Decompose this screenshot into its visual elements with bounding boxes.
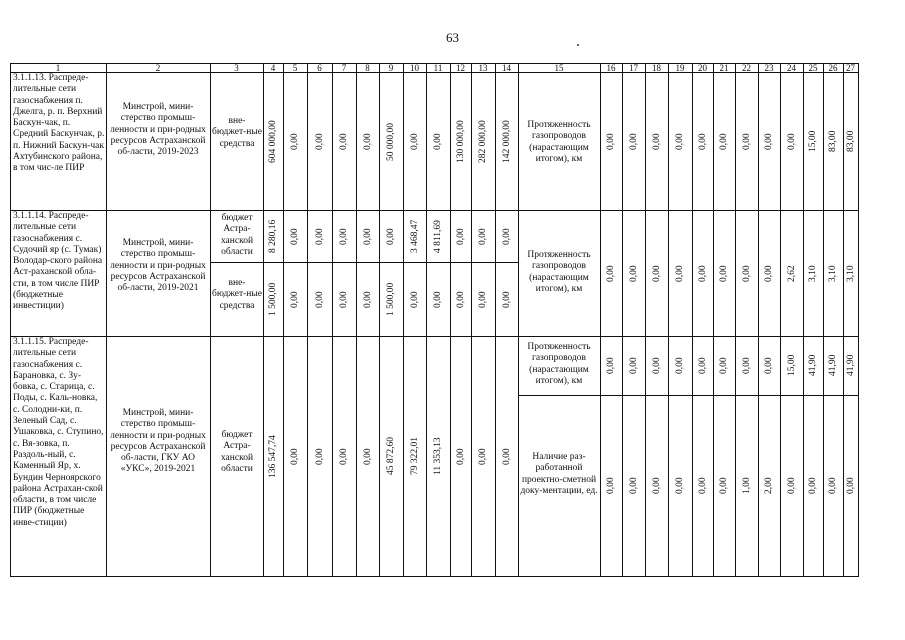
target-value: 0,00 xyxy=(675,477,685,494)
funding-value: 11 353,13 xyxy=(433,437,443,475)
measure-name: 3.1.1.14. Распреде-лительные сети газоснабжения с. Судочий яр (с. Тумак) Володар-ского района Аст-раханской обла-сти, в том числе ПИР (бюджетные инвестиции) xyxy=(13,211,103,312)
target-value: 1,00 xyxy=(741,477,752,494)
row-divider xyxy=(10,210,858,211)
target-value: 15,00 xyxy=(786,354,797,376)
column-number: 26 xyxy=(828,63,838,73)
funding-value: 45 872,60 xyxy=(386,437,396,475)
target-value: 0,00 xyxy=(786,477,797,494)
page-number: 63 xyxy=(446,30,459,45)
funding-value: 0,00 xyxy=(386,227,396,245)
column-number: 12 xyxy=(456,63,465,73)
target-value: 0,00 xyxy=(786,133,797,150)
target-value: 0,00 xyxy=(741,264,752,282)
funding-value: 8 280,16 xyxy=(268,219,278,253)
column-line xyxy=(735,63,736,577)
column-number: 18 xyxy=(652,63,661,73)
column-number: 4 xyxy=(270,63,276,73)
funding-value: 0,00 xyxy=(478,227,488,245)
column-number: 11 xyxy=(433,63,443,73)
target-value: 0,00 xyxy=(719,477,729,494)
target-value: 0,00 xyxy=(675,264,685,282)
target-value: 0,00 xyxy=(741,133,752,150)
column-number: 7 xyxy=(341,63,347,73)
indicator: Протяженность газопроводов (нарастающим итогом), км xyxy=(527,250,591,294)
funding-value: 0,00 xyxy=(455,290,466,308)
target-value: 0,00 xyxy=(719,264,729,282)
target-value: 0,00 xyxy=(628,264,639,282)
target-value: 0,00 xyxy=(675,357,685,374)
column-line xyxy=(645,63,646,577)
target-value: 3,10 xyxy=(845,264,856,282)
funding-value: 0,00 xyxy=(455,227,466,245)
target-value: 0,00 xyxy=(675,133,685,150)
target-value: 83,00 xyxy=(828,130,838,152)
target-value: 0,00 xyxy=(808,477,818,494)
target-value: 0,00 xyxy=(741,357,752,374)
funding-value: 3 468,47 xyxy=(409,219,420,253)
column-number: 23 xyxy=(764,63,774,73)
funding-source: бюджет Астра-ханской области xyxy=(220,430,254,474)
indicator: Наличие раз-работанной проектно-сметной доку-ментации, ед. xyxy=(520,452,598,496)
column-line xyxy=(210,63,211,577)
funding-value: 0,00 xyxy=(314,133,325,150)
funding-value: 0,00 xyxy=(362,227,373,245)
column-line xyxy=(356,63,357,577)
funding-value: 0,00 xyxy=(409,133,420,150)
target-value: 83,00 xyxy=(845,130,856,152)
column-line xyxy=(403,63,404,577)
row-divider xyxy=(10,336,858,337)
executor: Минстрой, мини-стерство промыш-ленности и при-родных ресурсов Астраханской об-ласти, ГКУ АО «УКС», 2019-2021 xyxy=(110,408,206,475)
funding-value: 0,00 xyxy=(501,290,512,308)
target-value: 0,00 xyxy=(764,133,774,150)
target-value: 0,00 xyxy=(628,133,639,150)
column-number: 13 xyxy=(478,63,488,73)
measure-name: 3.1.1.15. Распреде-лительные сети газоснабжения с. Барановка, с. Зу-бовка, с. Старица, с. Поды, с. Каль-новка, с. Солодни-ки, п. Зеленый Сад, с. Ушаковка, с. Ступино, с. Вя-зовка, п. Раздоль-ный, с. Каменный Яр, х. Бундин Черноярского района Астрахан-ской области, в том числе ПИР (бюджетные инве-стиции) xyxy=(13,337,104,528)
column-line xyxy=(692,63,693,577)
funding-value: 0,00 xyxy=(501,447,512,465)
column-line xyxy=(263,63,264,577)
column-line xyxy=(713,63,714,577)
column-line xyxy=(668,63,669,577)
column-line xyxy=(758,63,759,577)
indicator: Протяженность газопроводов (нарастающим итогом), км xyxy=(527,120,591,164)
funding-value: 0,00 xyxy=(290,227,300,245)
target-value: 0,00 xyxy=(697,264,708,282)
target-value: 0,00 xyxy=(651,264,662,282)
target-value: 0,00 xyxy=(606,357,616,374)
target-value: 0,00 xyxy=(828,477,838,494)
funding-value: 0,00 xyxy=(409,290,420,308)
funding-value: 0,00 xyxy=(339,447,349,465)
column-line xyxy=(823,63,824,577)
target-value: 41,90 xyxy=(808,354,818,376)
executor: Минстрой, мини-стерство промыш-ленности и при-родных ресурсов Астраханской об-ласти, 2019-2021 xyxy=(110,238,206,294)
column-number: 21 xyxy=(719,63,729,73)
target-value: 3,10 xyxy=(808,264,818,282)
target-value: 41,90 xyxy=(828,354,838,376)
column-line xyxy=(803,63,804,577)
column-line xyxy=(10,63,11,577)
funding-value: 79 322,01 xyxy=(409,437,420,475)
target-value: 0,00 xyxy=(651,357,662,374)
column-line xyxy=(106,63,107,577)
column-line xyxy=(600,63,601,577)
target-value: 41,90 xyxy=(845,354,856,376)
funding-value: 0,00 xyxy=(362,133,373,150)
funding-value: 4 811,69 xyxy=(433,219,443,253)
target-value: 0,00 xyxy=(628,477,639,494)
target-value: 0,00 xyxy=(606,264,616,282)
table-border-bottom xyxy=(10,576,858,577)
funding-value: 0,00 xyxy=(478,290,488,308)
column-line xyxy=(426,63,427,577)
indicator: Протяженность газопроводов (нарастающим итогом), км xyxy=(527,342,591,386)
target-value: 0,00 xyxy=(719,357,729,374)
column-number: 10 xyxy=(410,63,419,73)
target-value: 0,00 xyxy=(606,477,616,494)
column-line xyxy=(622,63,623,577)
funding-value: 0,00 xyxy=(314,290,325,308)
column-number: 15 xyxy=(554,63,564,73)
column-line xyxy=(495,63,496,577)
target-value: 2,62 xyxy=(786,264,797,282)
target-value: 3,10 xyxy=(828,264,838,282)
column-line xyxy=(379,63,380,577)
column-line xyxy=(283,63,284,577)
column-line xyxy=(471,63,472,577)
funding-value: 0,00 xyxy=(339,290,349,308)
column-line xyxy=(332,63,333,577)
column-line xyxy=(780,63,781,577)
column-number: 1 xyxy=(55,63,61,73)
funding-value: 1 500,00 xyxy=(268,282,278,316)
column-line xyxy=(307,63,308,577)
funding-value: 0,00 xyxy=(362,290,373,308)
column-line xyxy=(450,63,451,577)
target-value: 0,00 xyxy=(697,133,708,150)
speck xyxy=(577,44,579,46)
column-number: 6 xyxy=(317,63,322,73)
column-line xyxy=(858,63,859,577)
target-value: 2,00 xyxy=(764,477,774,494)
funding-value: 136 547,74 xyxy=(268,434,278,478)
funding-value: 604 000,00 xyxy=(268,120,278,163)
indicator-divider xyxy=(518,395,858,396)
funding-value: 1 500,00 xyxy=(386,282,396,316)
target-value: 0,00 xyxy=(845,477,856,494)
funding-value: 0,00 xyxy=(362,447,373,465)
column-number: 3 xyxy=(234,63,239,73)
target-value: 0,00 xyxy=(697,477,708,494)
funding-value: 0,00 xyxy=(501,227,512,245)
target-value: 0,00 xyxy=(628,357,639,374)
funding-value: 50 000,00 xyxy=(386,122,396,161)
column-number: 8 xyxy=(365,63,370,73)
funding-value: 0,00 xyxy=(478,447,488,465)
column-number: 20 xyxy=(698,63,707,73)
executor: Минстрой, мини-стерство промыш-ленности и при-родных ресурсов Астраханской об-ласти, 2019-2023 xyxy=(110,102,206,158)
funding-value: 0,00 xyxy=(314,447,325,465)
funding-value: 130 000,00 xyxy=(455,120,466,163)
funding-value: 282 000,00 xyxy=(478,120,488,163)
measure-name: 3.1.1.13. Распреде-лительные сети газоснабжения п. Джелга, р. п. Верхний Баскун-чак, п. Средний Баскунчак, р. п. Нижний Баскун-чак Ахтубинского района, в том чис-ле ПИР xyxy=(13,73,105,174)
target-value: 15,00 xyxy=(808,130,818,152)
funding-source: бюджет Астра-ханской области xyxy=(220,213,254,257)
funding-value: 0,00 xyxy=(433,290,443,308)
target-value: 0,00 xyxy=(606,133,616,150)
funding-source: вне-бюджет-ные средства xyxy=(212,116,262,149)
column-line xyxy=(843,63,844,577)
funding-value: 0,00 xyxy=(433,133,443,150)
column-number: 24 xyxy=(787,63,796,73)
funding-value: 0,00 xyxy=(290,133,300,150)
column-number: 27 xyxy=(846,63,855,73)
target-value: 0,00 xyxy=(651,133,662,150)
funding-value: 0,00 xyxy=(314,227,325,245)
column-number: 14 xyxy=(502,63,511,73)
column-number: 5 xyxy=(292,63,298,73)
funding-value: 142 000,00 xyxy=(501,120,512,163)
funding-value: 0,00 xyxy=(339,227,349,245)
funding-source: вне-бюджет-ные средства xyxy=(212,278,262,311)
funding-value: 0,00 xyxy=(455,447,466,465)
column-number: 16 xyxy=(606,63,616,73)
column-number: 25 xyxy=(808,63,818,73)
column-number: 9 xyxy=(388,63,394,73)
target-value: 0,00 xyxy=(719,133,729,150)
column-number: 2 xyxy=(155,63,161,73)
funding-value: 0,00 xyxy=(339,133,349,150)
column-number: 22 xyxy=(742,63,751,73)
target-value: 0,00 xyxy=(697,357,708,374)
target-value: 0,00 xyxy=(764,357,774,374)
target-value: 0,00 xyxy=(651,477,662,494)
funding-value: 0,00 xyxy=(290,290,300,308)
target-value: 0,00 xyxy=(764,264,774,282)
column-number: 19 xyxy=(675,63,685,73)
funding-value: 0,00 xyxy=(290,447,300,465)
column-number: 17 xyxy=(629,63,638,73)
